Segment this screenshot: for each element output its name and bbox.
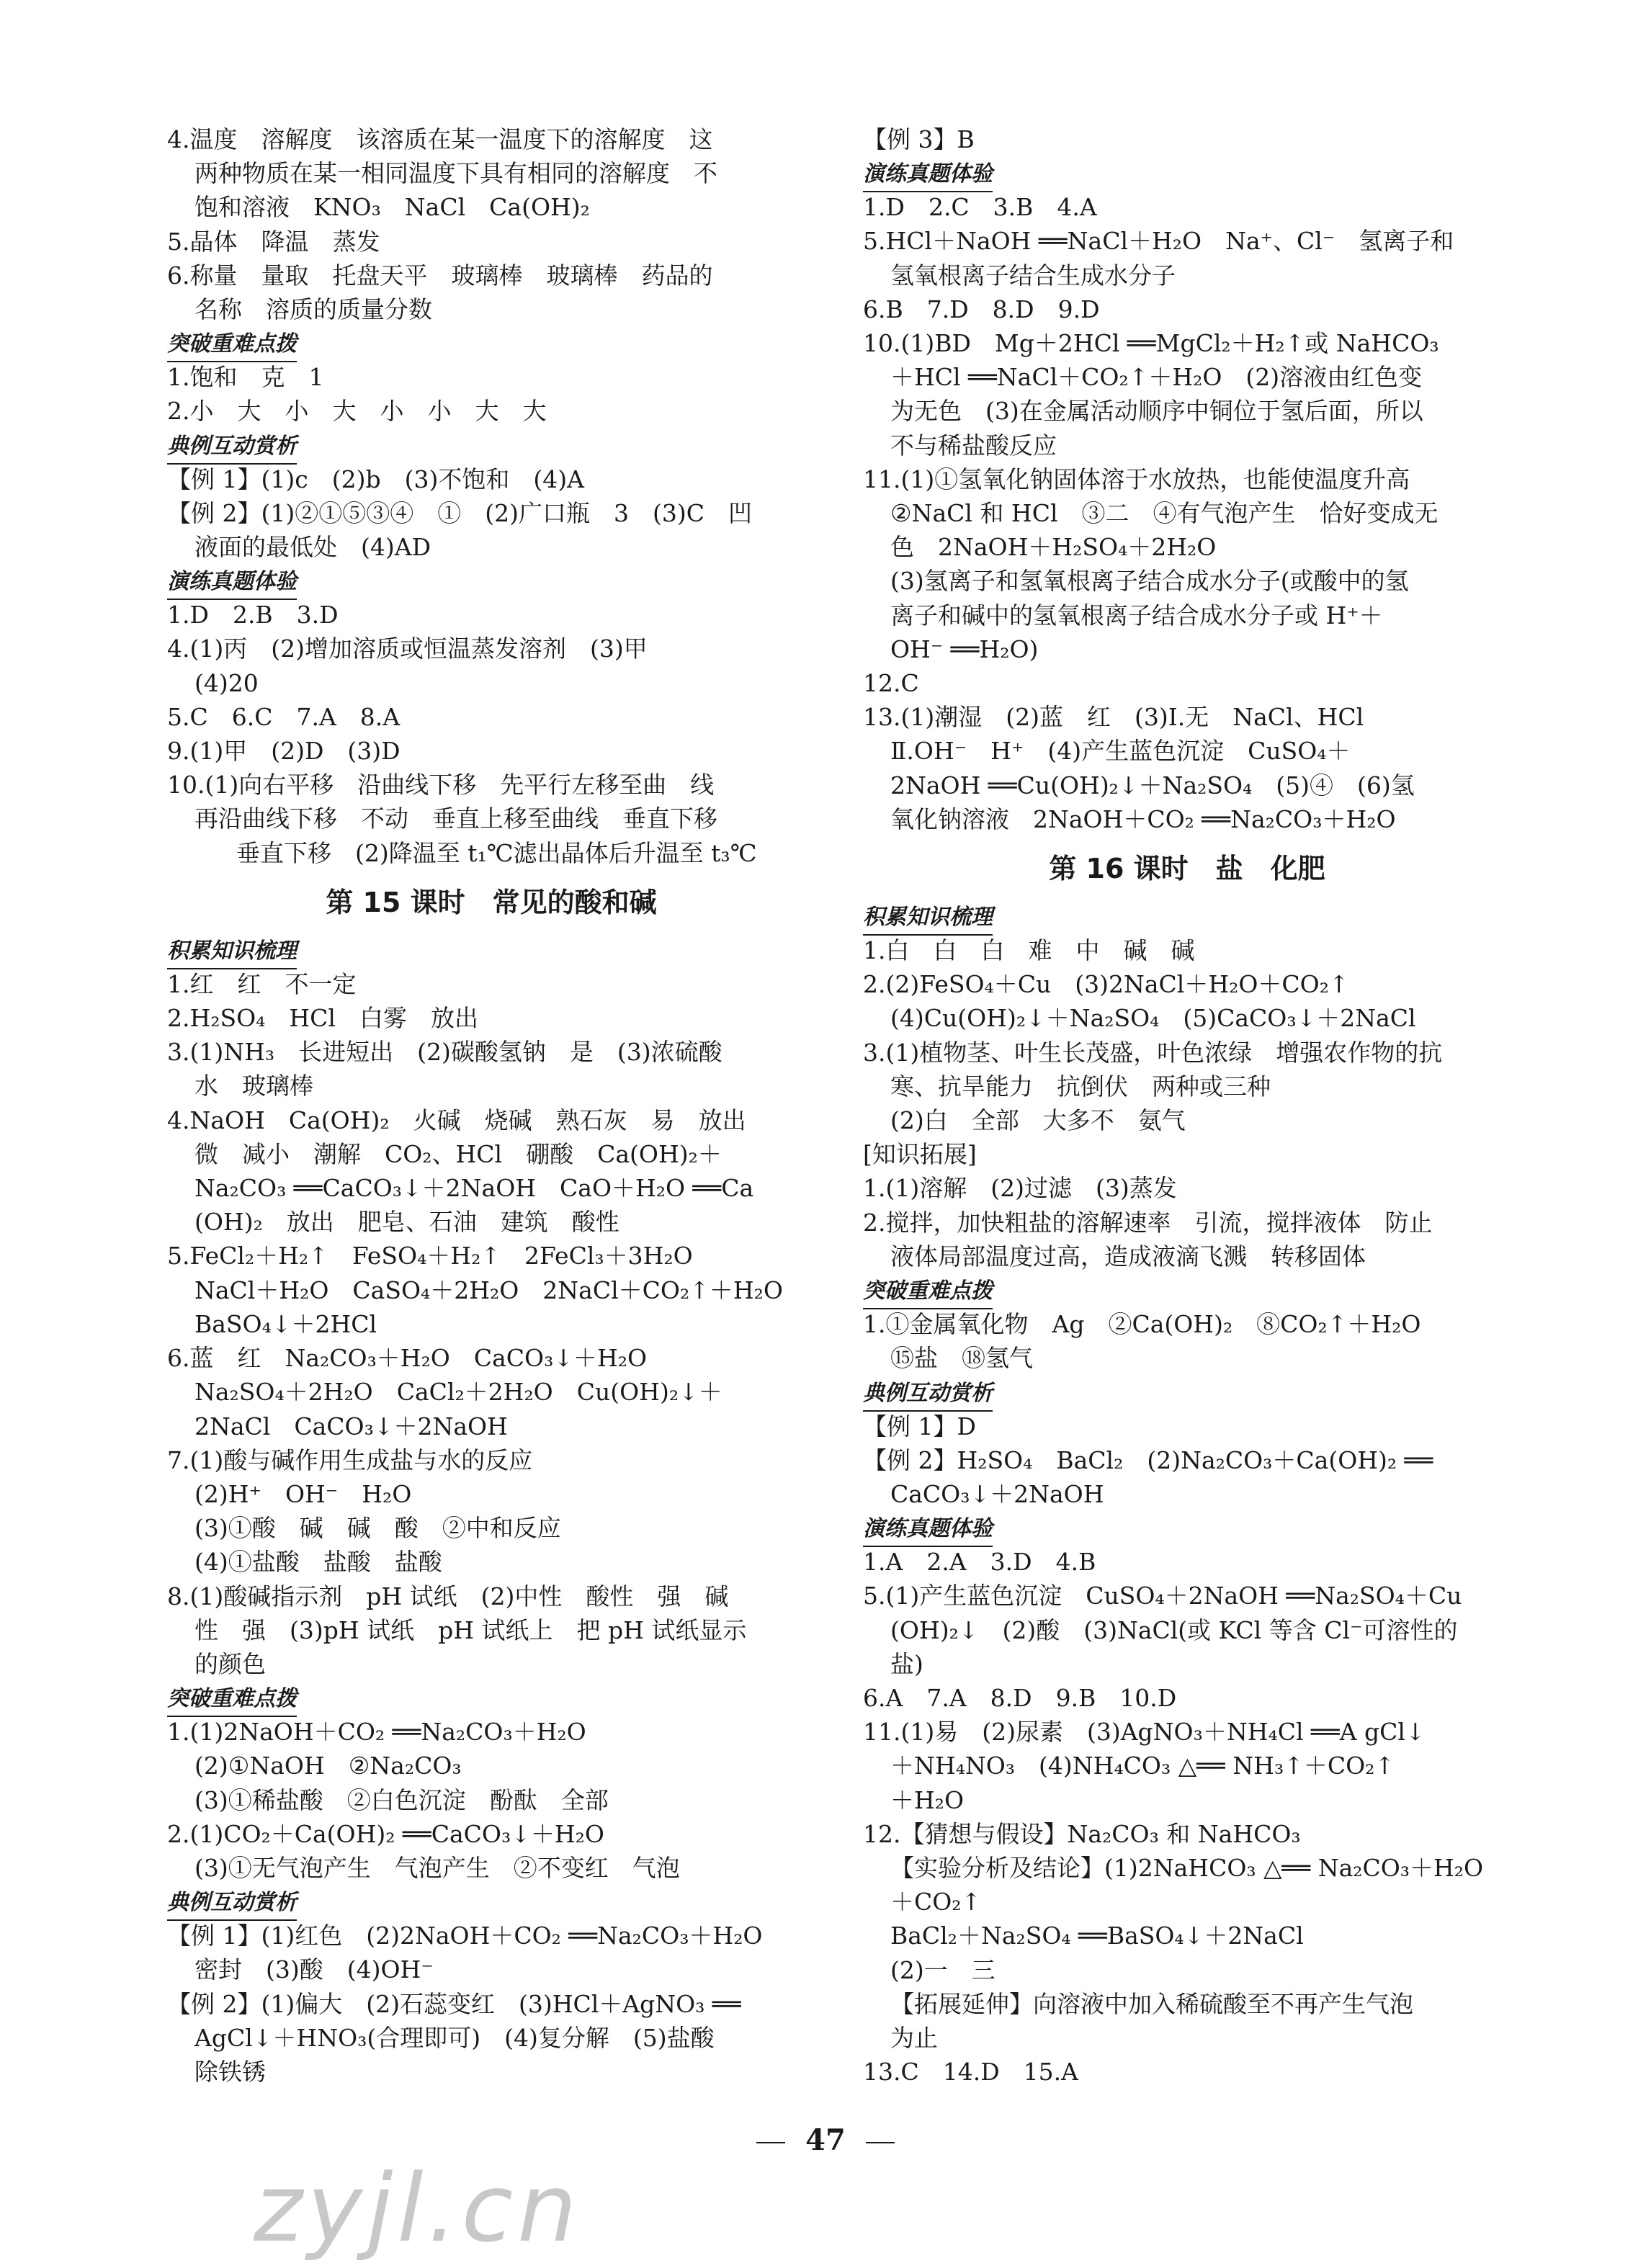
section-heading: 演练真题体验	[863, 158, 993, 192]
section-heading: 积累知识梳理	[863, 901, 993, 936]
answer-line: 名称 溶质的质量分数	[194, 295, 432, 324]
answer-line: 密封 (3)酸 (4)OH⁻	[194, 1955, 434, 1984]
answer-line: (3)①酸 碱 碱 酸 ②中和反应	[194, 1514, 561, 1543]
answer-line: 【拓展延伸】向溶液中加入稀硫酸至不再产生气泡	[890, 1989, 1413, 2018]
answer-line: (OH)₂↓ (2)酸 (3)NaCl(或 KCl 等含 Cl⁻可溶性的	[890, 1615, 1458, 1644]
answer-lines	[863, 1545, 1511, 2089]
lesson-title: 第 15 课时 常见的酸和碱	[326, 886, 657, 918]
section-heading: 典例互动赏析	[863, 1377, 993, 1412]
answer-line: 13.C 14.D 15.A	[863, 2058, 1078, 2087]
answer-line: 5.HCl＋NaOH ══NaCl＋H₂O Na⁺、Cl⁻ 氢离子和	[863, 227, 1454, 256]
answer-line: 1.D 2.C 3.B 4.A	[863, 193, 1097, 222]
answer-line: 再沿曲线下移 不动 垂直上移至曲线 垂直下移	[194, 804, 717, 833]
answer-line: CaCO₃↓＋2NaOH	[890, 1479, 1104, 1508]
answer-line: 4.NaOH Ca(OH)₂ 火碱 烧碱 熟石灰 易 放出	[167, 1106, 746, 1134]
answer-lines	[167, 598, 815, 870]
answer-line: 性 强 (3)pH 试纸 pH 试纸上 把 pH 试纸显示	[194, 1615, 747, 1644]
answer-line: 2.小 大 小 大 小 小 大 大	[167, 397, 547, 426]
section-heading: 突破重难点拨	[167, 328, 297, 362]
answer-line: 【例 1】D	[863, 1412, 976, 1440]
watermark-logo: zyjl.cn	[254, 2153, 581, 2263]
section-heading: 突破重难点拨	[167, 1682, 297, 1717]
answer-line: (2)一 三	[890, 1955, 995, 1984]
answer-line: 1.A 2.A 3.D 4.B	[863, 1548, 1096, 1577]
answer-line: 【实验分析及结论】(1)2NaHCO₃ △══ Na₂CO₃＋H₂O	[890, 1853, 1484, 1882]
answer-line: (2)H⁺ OH⁻ H₂O	[194, 1479, 412, 1508]
answer-line: 1.白 白 白 难 中 碱 碱	[863, 936, 1195, 965]
answer-line: 12.【猜想与假设】Na₂CO₃ 和 NaHCO₃	[863, 1819, 1301, 1848]
answer-lines	[863, 1409, 1511, 1512]
answer-line: 水 玻璃棒	[194, 1072, 313, 1101]
answer-line: ＋CO₂↑	[890, 1888, 982, 1917]
answer-line: 5.(1)产生蓝色沉淀 CuSO₄＋2NaOH ══Na₂SO₄＋Cu	[863, 1582, 1462, 1610]
answer-lines	[167, 360, 815, 428]
dash-left	[756, 2142, 785, 2143]
answer-line: 1.D 2.B 3.D	[167, 601, 339, 629]
answer-line: [知识拓展]	[863, 1140, 977, 1169]
answer-line: 【例 3】B	[863, 125, 975, 153]
answer-line: BaSO₄↓＋2HCl	[194, 1309, 377, 1338]
section-heading: 演练真题体验	[863, 1512, 993, 1547]
answer-line: 4.温度 溶解度 该溶质在某一温度下的溶解度 这	[167, 125, 713, 153]
answer-line: AgCl↓＋HNO₃(合理即可) (4)复分解 (5)盐酸	[194, 2023, 715, 2052]
answer-line: 氢氧根离子结合生成水分子	[890, 261, 1176, 290]
answer-line: 2.搅拌，加快粗盐的溶解速率 引流，搅拌液体 防止	[863, 1208, 1433, 1237]
answer-line: 离子和碱中的氢氧根离子结合成水分子或 H⁺＋	[890, 601, 1383, 629]
answer-line: 1.(1)溶解 (2)过滤 (3)蒸发	[863, 1174, 1177, 1203]
answer-line: 2NaCl CaCO₃↓＋2NaOH	[194, 1412, 508, 1440]
answer-line: (3)①稀盐酸 ②白色沉淀 酚酞 全部	[194, 1785, 609, 1814]
answer-line: 2.(2)FeSO₄＋Cu (3)2NaCl＋H₂O＋CO₂↑	[863, 970, 1349, 999]
answer-line: 色 2NaOH＋H₂SO₄＋2H₂O	[890, 533, 1217, 562]
answer-line: 液体局部温度过高，造成液滴飞溅 转移固体	[890, 1242, 1366, 1270]
answer-line: Na₂SO₄＋2H₂O CaCl₂＋2H₂O Cu(OH)₂↓＋	[194, 1378, 722, 1407]
answer-line: 5.C 6.C 7.A 8.A	[167, 702, 401, 731]
answer-line: 饱和溶液 KNO₃ NaCl Ca(OH)₂	[194, 193, 590, 222]
answer-line: NaCl＋H₂O CaSO₄＋2H₂O 2NaCl＋CO₂↑＋H₂O	[194, 1276, 783, 1304]
answer-line: 1.红 红 不一定	[167, 969, 357, 998]
answer-line: 7.(1)酸与碱作用生成盐与水的反应	[167, 1445, 533, 1474]
answer-line: 12.C	[863, 669, 919, 698]
answer-line: (3)氢离子和氢氧根离子结合成水分子(或酸中的氢	[890, 567, 1409, 596]
answer-line: 11.(1)易 (2)尿素 (3)AgNO₃＋NH₄Cl ══A gCl↓	[863, 1718, 1426, 1747]
answer-line: 1.饱和 克 1	[167, 363, 324, 392]
section-heading: 演练真题体验	[167, 565, 297, 600]
answer-line: (2)白 全部 大多不 氨气	[890, 1106, 1186, 1135]
section-heading: 典例互动赏析	[167, 1886, 297, 1921]
answer-line: 的颜色	[194, 1649, 266, 1678]
answer-line: ＋HCl ══NaCl＋CO₂↑＋H₂O (2)溶液由红色变	[890, 363, 1423, 392]
answer-line: 2.(1)CO₂＋Ca(OH)₂ ══CaCO₃↓＋H₂O	[167, 1819, 604, 1848]
section-heading: 典例互动赏析	[167, 430, 297, 465]
answer-line: 1.(1)2NaOH＋CO₂ ══Na₂CO₃＋H₂O	[167, 1718, 586, 1747]
answer-line: 3.(1)NH₃ 长进短出 (2)碳酸氢钠 是 (3)浓硫酸	[167, 1038, 722, 1067]
answer-line: Na₂CO₃ ══CaCO₃↓＋2NaOH CaO＋H₂O ══Ca	[194, 1174, 754, 1203]
answer-line: 为止	[890, 2023, 938, 2052]
answer-line: (OH)₂ 放出 肥皂、石油 建筑 酸性	[194, 1208, 619, 1237]
answer-line: OH⁻ ══H₂O)	[890, 635, 1039, 663]
answer-lines	[863, 933, 1511, 1273]
answer-line: 【例 2】(1)②①⑤③④ ① (2)广口瓶 3 (3)C 凹	[167, 498, 752, 527]
lesson-title: 第 16 课时 盐 化肥	[1049, 853, 1325, 885]
answer-line: 13.(1)潮湿 (2)蓝 红 (3)Ⅰ.无 NaCl、HCl	[863, 703, 1364, 732]
dash-right	[866, 2142, 895, 2143]
answer-line: 6.称量 量取 托盘天平 玻璃棒 玻璃棒 药品的	[167, 261, 713, 290]
answer-line: ＋H₂O	[890, 1785, 965, 1814]
answer-line: 不与稀盐酸反应	[890, 431, 1057, 460]
answer-line: 5.FeCl₂＋H₂↑ FeSO₄＋H₂↑ 2FeCl₃＋3H₂O	[167, 1242, 693, 1270]
answer-lines	[167, 122, 815, 326]
answer-line: 6.B 7.D 8.D 9.D	[863, 295, 1100, 323]
answer-line: 【例 1】(1)红色 (2)2NaOH＋CO₂ ══Na₂CO₃＋H₂O	[167, 1922, 763, 1950]
answer-line: 10.(1)向右平移 沿曲线下移 先平行左移至曲 线	[167, 771, 715, 799]
section-heading: 积累知识梳理	[167, 935, 297, 969]
answer-line: ②NaCl 和 HCl ③二 ④有气泡产生 恰好变成无	[890, 499, 1439, 528]
answer-line: 3.(1)植物茎、叶生长茂盛，叶色浓绿 增强农作物的抗	[863, 1038, 1443, 1067]
answer-line: 两种物质在某一相同温度下具有相同的溶解度 不	[194, 159, 717, 188]
answer-line: 【例 2】H₂SO₄ BaCl₂ (2)Na₂CO₃＋Ca(OH)₂ ══	[863, 1445, 1433, 1474]
answer-line: 2NaOH ══Cu(OH)₂↓＋Na₂SO₄ (5)④ (6)氢	[890, 771, 1415, 799]
answer-line: (4)20	[194, 668, 259, 697]
right-column	[863, 122, 1511, 2089]
answer-line: 11.(1)①氢氧化钠固体溶于水放热，也能使温度升高	[863, 465, 1410, 493]
answer-line: 1.①金属氧化物 Ag ②Ca(OH)₂ ⑧CO₂↑＋H₂O	[863, 1310, 1421, 1339]
answer-line: (4)Cu(OH)₂↓＋Na₂SO₄ (5)CaCO₃↓＋2NaCl	[890, 1004, 1416, 1033]
answer-lines	[863, 1307, 1511, 1375]
answer-line: 为无色 (3)在金属活动顺序中铜位于氢后面，所以	[890, 397, 1423, 426]
answer-lines	[167, 462, 815, 565]
page-number	[0, 2123, 1651, 2157]
page-number-text: 47	[805, 2123, 846, 2157]
answer-line: BaCl₂＋Na₂SO₄ ══BaSO₄↓＋2NaCl	[890, 1922, 1304, 1950]
answer-line: 9.(1)甲 (2)D (3)D	[167, 737, 401, 766]
left-column	[167, 122, 815, 2089]
answer-line: 8.(1)酸碱指示剂 pH 试纸 (2)中性 酸性 强 碱	[167, 1582, 729, 1610]
answer-lines	[167, 967, 815, 1681]
answer-lines	[167, 1919, 815, 2089]
answer-line: 2.H₂SO₄ HCl 白雾 放出	[167, 1004, 478, 1033]
answer-line: (3)①无气泡产生 气泡产生 ②不变红 气泡	[194, 1853, 680, 1882]
answer-lines	[863, 122, 1511, 156]
answer-line: 5.晶体 降温 蒸发	[167, 227, 380, 256]
answer-line: 垂直下移 (2)降温至 t₁℃滤出晶体后升温至 t₃℃	[236, 838, 757, 867]
answer-line: ⑮盐 ⑱氢气	[890, 1344, 1033, 1373]
answer-line: (4)①盐酸 盐酸 盐酸	[194, 1548, 442, 1577]
answer-lines	[863, 190, 1511, 836]
answer-line: 除铁锈	[194, 2057, 266, 2086]
answer-lines	[167, 1715, 815, 1885]
answer-line: 4.(1)丙 (2)增加溶质或恒温蒸发溶剂 (3)甲	[167, 635, 648, 663]
answer-line: 液面的最低处 (4)AD	[194, 533, 431, 562]
answer-line: 【例 2】(1)偏大 (2)石蕊变红 (3)HCl＋AgNO₃ ══	[167, 1989, 741, 2018]
answer-line: 氧化钠溶液 2NaOH＋CO₂ ══Na₂CO₃＋H₂O	[890, 804, 1396, 833]
answer-line: 盐)	[890, 1649, 923, 1678]
answer-line: 10.(1)BD Mg＋2HCl ══MgCl₂＋H₂↑或 NaHCO₃	[863, 329, 1439, 358]
answer-line: 6.A 7.A 8.D 9.B 10.D	[863, 1683, 1177, 1712]
answer-line: 6.蓝 红 Na₂CO₃＋H₂O CaCO₃↓＋H₂O	[167, 1344, 648, 1373]
answer-line: 【例 1】(1)c (2)b (3)不饱和 (4)A	[167, 465, 584, 493]
answer-line: Ⅱ.OH⁻ H⁺ (4)产生蓝色沉淀 CuSO₄＋	[890, 737, 1351, 766]
answer-line: (2)①NaOH ②Na₂CO₃	[194, 1752, 462, 1780]
answer-line: 微 减小 潮解 CO₂、HCl 硼酸 Ca(OH)₂＋	[194, 1139, 722, 1168]
section-heading: 突破重难点拨	[863, 1275, 993, 1309]
answer-line: 寒、抗旱能力 抗倒伏 两种或三种	[890, 1072, 1271, 1101]
answer-line: ＋NH₄NO₃ (4)NH₄CO₃ △══ NH₃↑＋CO₂↑	[890, 1752, 1395, 1780]
